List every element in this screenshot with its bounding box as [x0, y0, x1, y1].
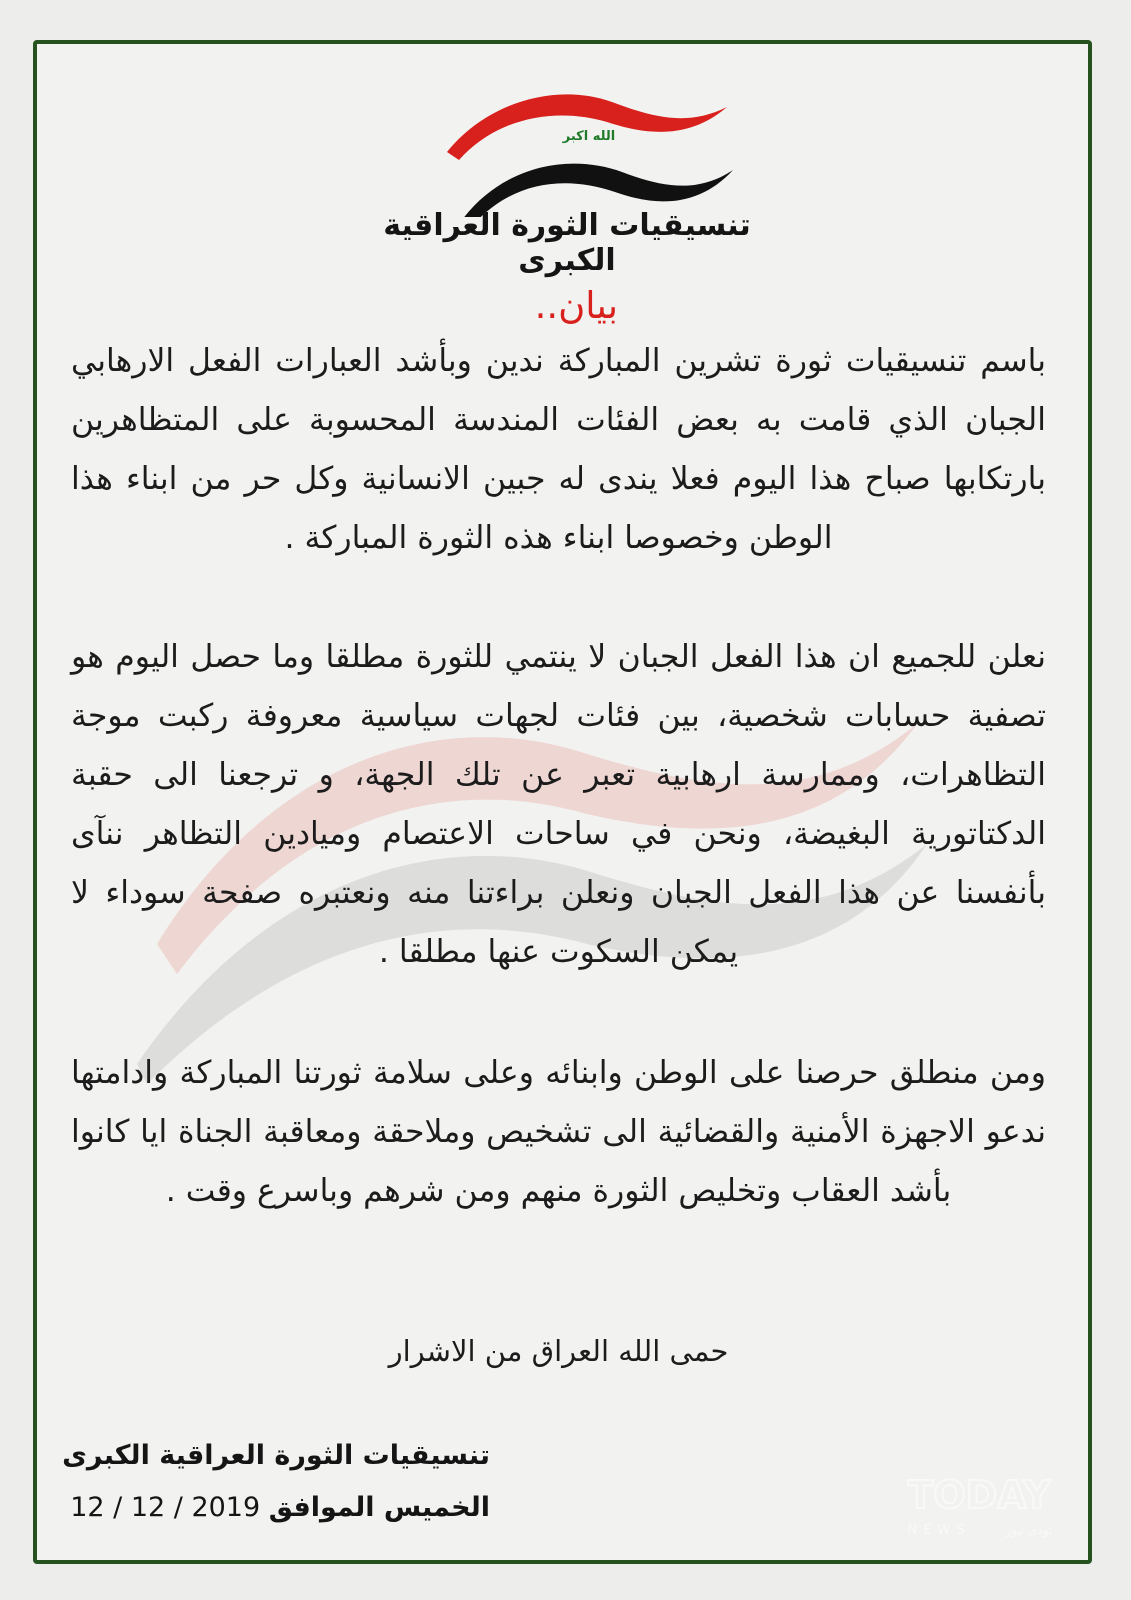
today-brand-text: TODAY — [907, 1473, 1051, 1517]
paragraph-3: ومن منطلق حرصنا على الوطن وابنائه وعلى سلامة ثورتنا المباركة وادامتها ندعو الاجهزة الأمنية والقضائية الى تشخيص وملاحقة ومعاقبة الجناة ايا كانوا بأشد العقاب وتخليص الثورة منهم ومن شرهم وباسرع وقت . — [71, 1055, 1046, 1209]
today-sub-ar-text: تودي نيوز — [1005, 1523, 1053, 1537]
iraqi-flag-wave-icon — [437, 82, 737, 217]
paragraph-2: نعلن للجميع ان هذا الفعل الجبان لا ينتمي للثورة مطلقا وما حصل اليوم هو تصفية حسابات شخصية، بين فئات لجهات سياسية معروفة ركبت موجة التظاهرات، وممارسة ارهابية تعبر عن تلك الجهة، و ترجعنا الى حقبة الدكتاتورية البغيضة، ونحن في ساحات الاعتصام وميادين التظاهر ننآى بأنفسنا عن هذا الفعل الجبان ونعلن براءتنا منه ونعتبره صفحة سوداء لا يمكن السكوت عنها مطلقا . — [71, 639, 1046, 970]
document-frame — [33, 40, 1092, 1564]
takbir-text: الله اكبر — [562, 129, 616, 144]
closing-line: حمى الله العراق من الاشرار — [388, 1334, 729, 1368]
today-sub-text: NEWS — [907, 1523, 971, 1538]
signature-date: 12 / 12 / 2019 — [70, 1492, 261, 1523]
paragraph-1: باسم تنسيقيات ثورة تشرين المباركة ندين وبأشد العبارات الفعل الارهابي الجبان الذي قامت به بعض الفئات المندسة المحسوبة على المتظاهرين بارتكابها صباح هذا اليوم فعلا يندى له جبين الانسانية وكل حر من ابناء هذا الوطن وخصوصا ابناء هذه الثورة المباركة . — [71, 343, 1046, 556]
statement-heading: بيان.. — [534, 284, 618, 327]
today-news-logo-icon — [889, 1472, 1069, 1542]
signature-day-label: الخميس الموافق — [268, 1492, 490, 1523]
org-title: تنسيقيات الثورة العراقية الكبرى — [383, 208, 751, 278]
signature-date-line — [70, 1492, 490, 1523]
signature-name: تنسيقيات الثورة العراقية الكبرى — [62, 1440, 490, 1471]
